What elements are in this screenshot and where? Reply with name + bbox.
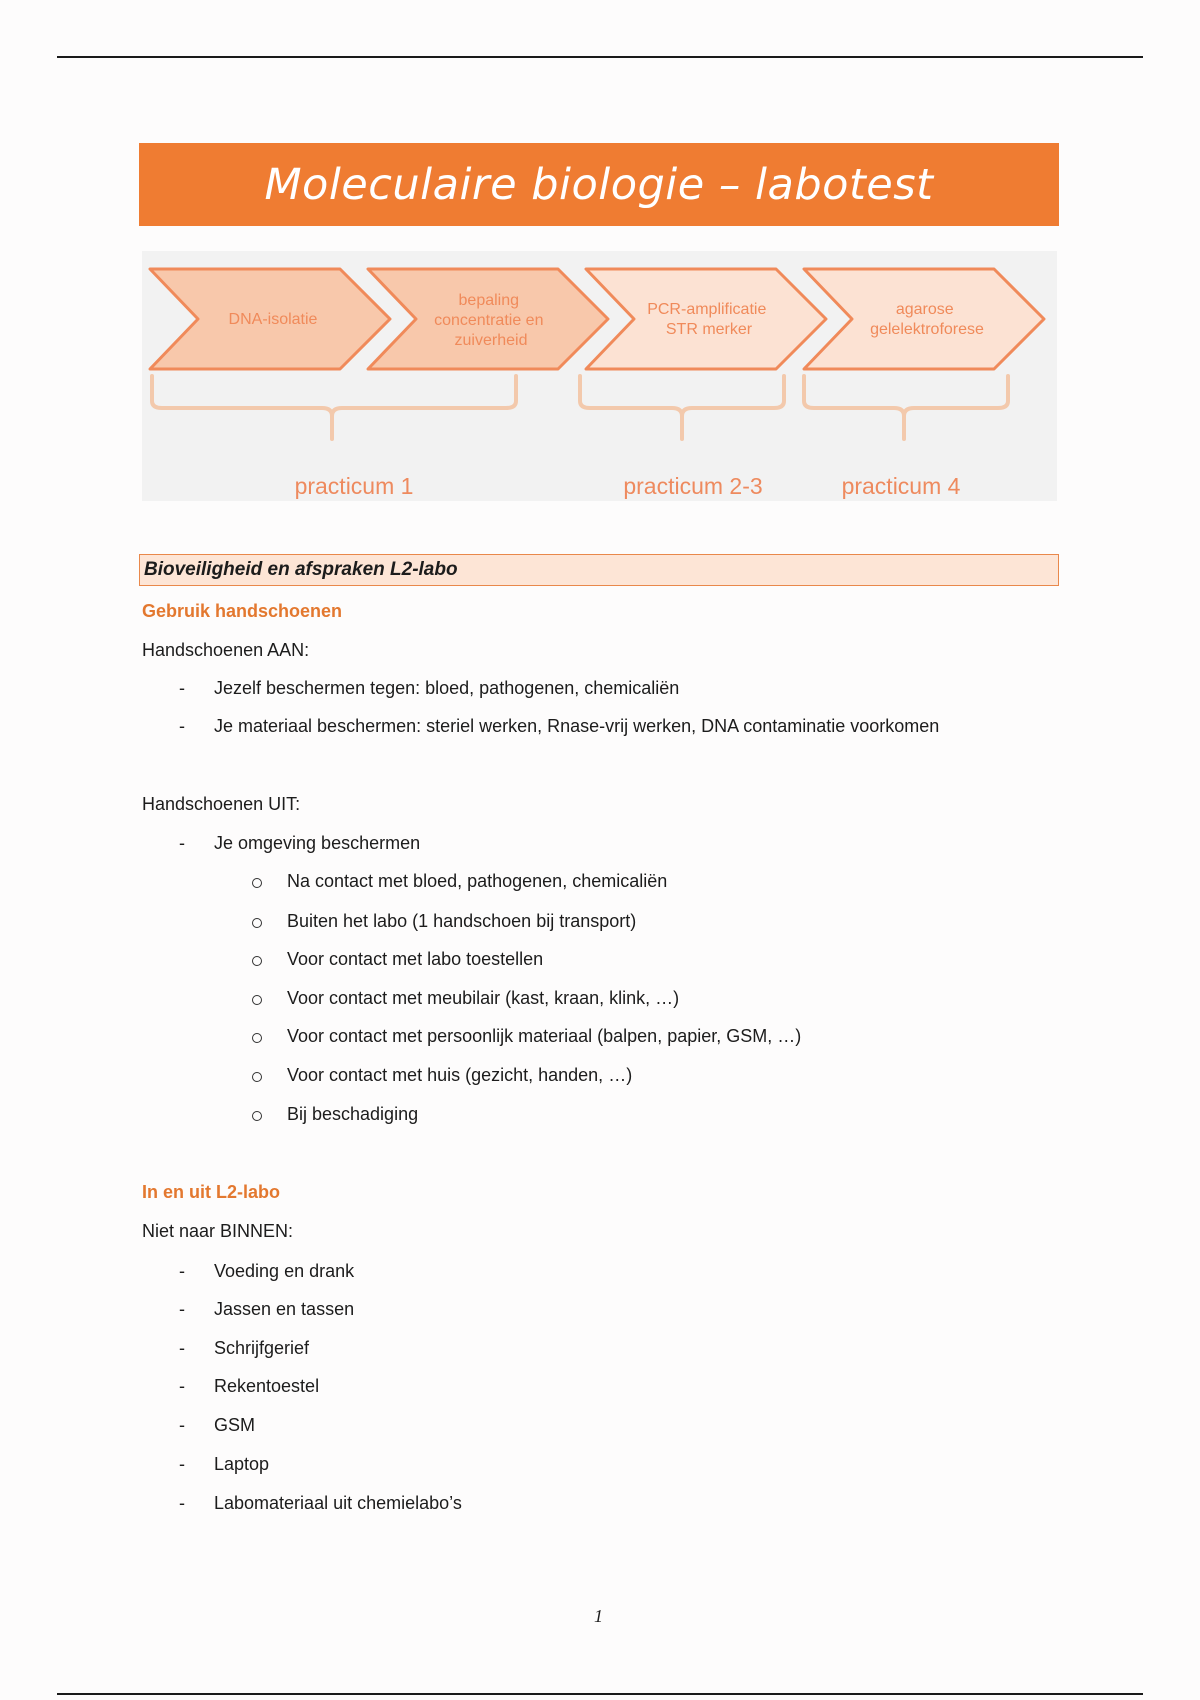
brace	[152, 376, 516, 439]
workflow-diagram	[142, 251, 1057, 501]
section-header	[139, 554, 1059, 586]
circle-bullet	[252, 1033, 262, 1043]
circle-bullet	[252, 956, 262, 966]
sub-list-item: Na contact met bloed, pathogenen, chemicaliën	[287, 871, 668, 891]
gloves-heading: Gebruik handschoenen	[142, 601, 343, 621]
brace	[804, 376, 1008, 439]
list-item: Labomateriaal uit chemielabo’s	[214, 1493, 462, 1513]
sub-list-item: Bij beschadiging	[287, 1104, 419, 1124]
step-4-line-1: agarose	[895, 301, 954, 318]
page-number: 1	[594, 1606, 603, 1626]
step-3-line-2: STR merker	[665, 321, 753, 338]
sub-list-item: Voor contact met persoonlijk materiaal (balpen, papier, GSM, …)	[287, 1026, 802, 1046]
step-3-line-1: PCR-amplificatie	[647, 301, 767, 318]
step-label	[229, 311, 318, 328]
dash-bullet: -	[179, 1299, 185, 1319]
gloves-on-label: Handschoenen AAN:	[142, 640, 310, 660]
step-1-line-1: DNA-isolatie	[228, 311, 318, 328]
dash-bullet: -	[179, 1338, 185, 1358]
step-chevron	[586, 269, 826, 369]
step-2-line-3: zuiverheid	[454, 332, 528, 349]
sub-list-item: Voor contact met meubilair (kast, kraan, klink, …)	[287, 988, 680, 1008]
circle-bullet	[252, 1072, 262, 1082]
circle-bullet	[252, 1111, 262, 1121]
list-item: Je omgeving beschermen	[214, 833, 421, 853]
circle-bullet	[252, 878, 262, 888]
bottom-rule	[57, 1693, 1143, 1695]
gloves-off-label: Handschoenen UIT:	[142, 794, 301, 814]
title-banner	[139, 143, 1059, 226]
top-rule	[57, 56, 1143, 58]
dash-bullet: -	[179, 678, 185, 698]
dash-bullet: -	[179, 1376, 185, 1396]
practicum-label: practicum 1	[294, 473, 414, 499]
list-item: Jassen en tassen	[214, 1299, 355, 1319]
dash-bullet: -	[179, 833, 185, 853]
list-item: Laptop	[214, 1454, 270, 1474]
list-item: GSM	[214, 1415, 256, 1435]
not-in-label: Niet naar BINNEN:	[142, 1221, 294, 1241]
list-item: Je materiaal beschermen: steriel werken, Rnase-vrij werken, DNA contaminatie voorkomen	[214, 716, 940, 736]
brace	[580, 376, 784, 439]
step-4-line-2: gelelektroforese	[870, 321, 984, 338]
dash-bullet: -	[179, 1261, 185, 1281]
lab-heading: In en uit L2-labo	[142, 1182, 280, 1202]
section-title: Bioveiligheid en afspraken L2-labo	[144, 559, 458, 580]
list-item: Rekentoestel	[214, 1376, 320, 1396]
dash-bullet: -	[179, 716, 185, 736]
practicum-label: practicum 4	[841, 473, 961, 499]
step-2-line-2: concentratie en	[434, 312, 544, 329]
sub-list-item: Buiten het labo (1 handschoen bij transport)	[287, 911, 637, 931]
sub-list-item: Voor contact met huis (gezicht, handen, …)	[287, 1065, 633, 1085]
page-title: Moleculaire biologie – labotest	[264, 159, 934, 210]
dash-bullet: -	[179, 1493, 185, 1513]
practicum-label: practicum 2-3	[623, 473, 763, 499]
circle-bullet	[252, 918, 262, 928]
workflow-svg	[142, 251, 1057, 501]
step-2-line-1: bepaling	[458, 292, 520, 309]
sub-list-item: Voor contact met labo toestellen	[287, 949, 544, 969]
list-item: Voeding en drank	[214, 1261, 355, 1281]
list-item: Jezelf beschermen tegen: bloed, pathogenen, chemicaliën	[214, 678, 680, 698]
list-item: Schrijfgerief	[214, 1338, 310, 1358]
dash-bullet: -	[179, 1454, 185, 1474]
dash-bullet: -	[179, 1415, 185, 1435]
circle-bullet	[252, 995, 262, 1005]
step-chevron	[804, 269, 1044, 369]
